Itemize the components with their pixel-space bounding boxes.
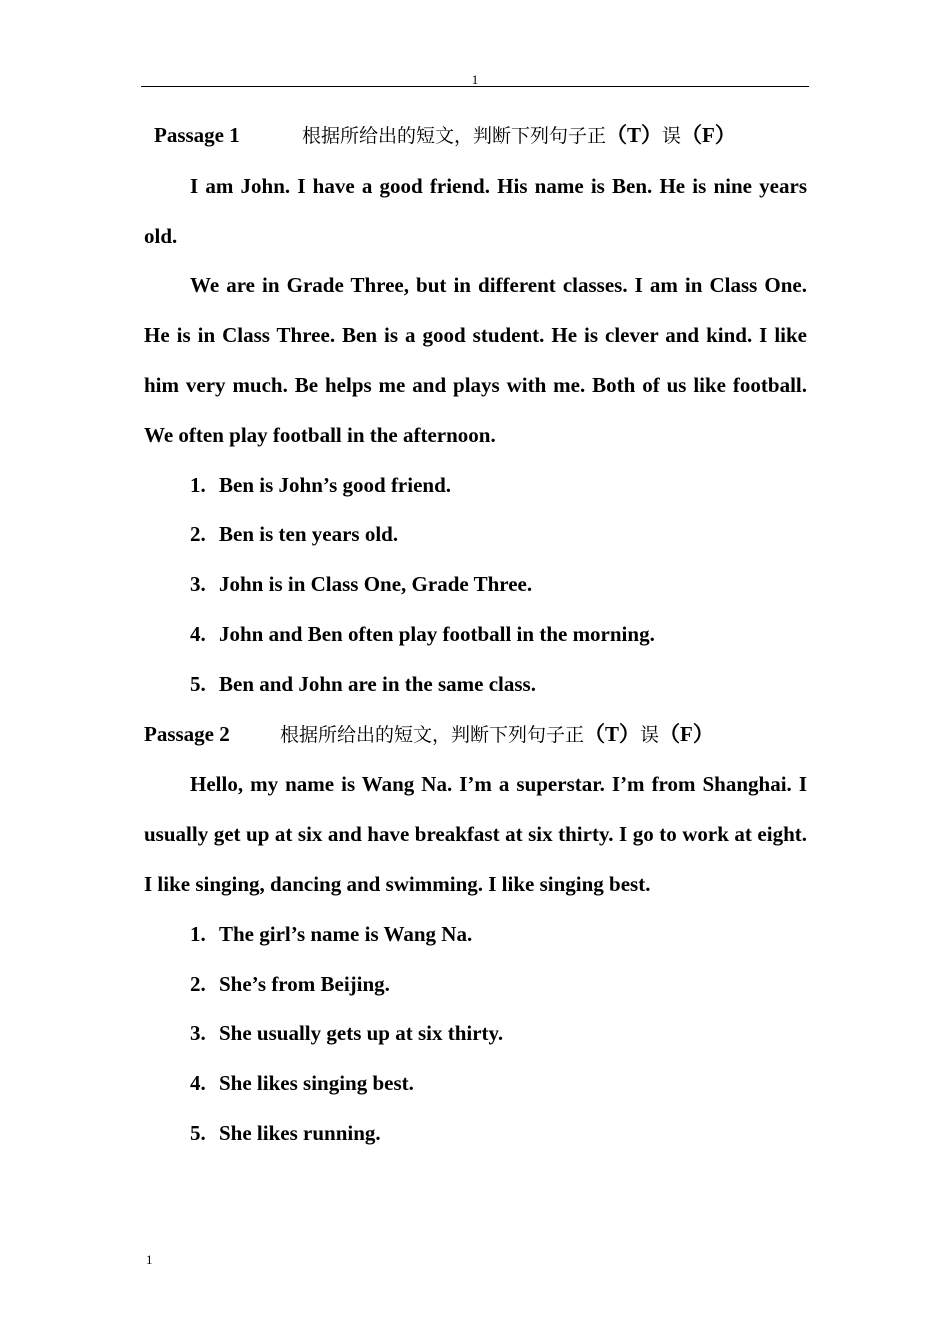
passage-1-instruction: 根据所给出的短文，判断下列句子正（T）误（F） xyxy=(302,123,736,147)
passage-2-paragraph: Hello, my name is Wang Na. I’m a superstar. I’m from Shanghai. I usually get up at six and have breakfast at six thirty. I go to work at eight. I like singing, dancing and swimming. I like singing best. xyxy=(144,772,807,896)
passage-2-question: 2. She’s from Beijing. xyxy=(190,971,390,996)
passage-2-question: 3. She usually gets up at six thirty. xyxy=(190,1021,504,1046)
passage-2-instruction: 根据所给出的短文，判断下列句子正（T）误（F） xyxy=(280,721,714,746)
passage-1-paragraph: We are in Grade Three, but in different classes. I am in Class One. He is in Class Three. Ben is a good student. He is clever and kind. I like him very much. Be helps me and plays with me. Both of us like football. We often play football in the afternoon. xyxy=(144,273,807,447)
passage-1-question: 2. Ben is ten years old. xyxy=(190,522,399,547)
passage-1-question: 1. Ben is John’s good friend. xyxy=(190,472,452,497)
document-body xyxy=(144,111,807,1159)
passage-2-question: 4. She likes singing best. xyxy=(190,1071,414,1096)
passage-2-label: Passage 2 xyxy=(144,721,230,746)
passage-1-heading xyxy=(144,111,807,162)
passage-1-question: 5. Ben and John are in the same class. xyxy=(190,671,536,696)
passage-2-question: 1. The girl’s name is Wang Na. xyxy=(190,921,473,946)
header-page-number: 1 xyxy=(471,72,479,87)
header-rule xyxy=(141,86,809,87)
passage-2-heading xyxy=(144,710,807,761)
passage-1-question: 4. John and Ben often play football in the morning. xyxy=(190,621,655,646)
passage-1-question: 3. John is in Class One, Grade Three. xyxy=(190,572,533,597)
passage-1-paragraph: I am John. I have a good friend. His name is Ben. He is nine years old. xyxy=(144,173,807,248)
passage-1-label: Passage 1 xyxy=(154,123,240,147)
passage-2-question: 5. She likes running. xyxy=(190,1120,381,1145)
footer-page-number: 1 xyxy=(146,1252,153,1267)
